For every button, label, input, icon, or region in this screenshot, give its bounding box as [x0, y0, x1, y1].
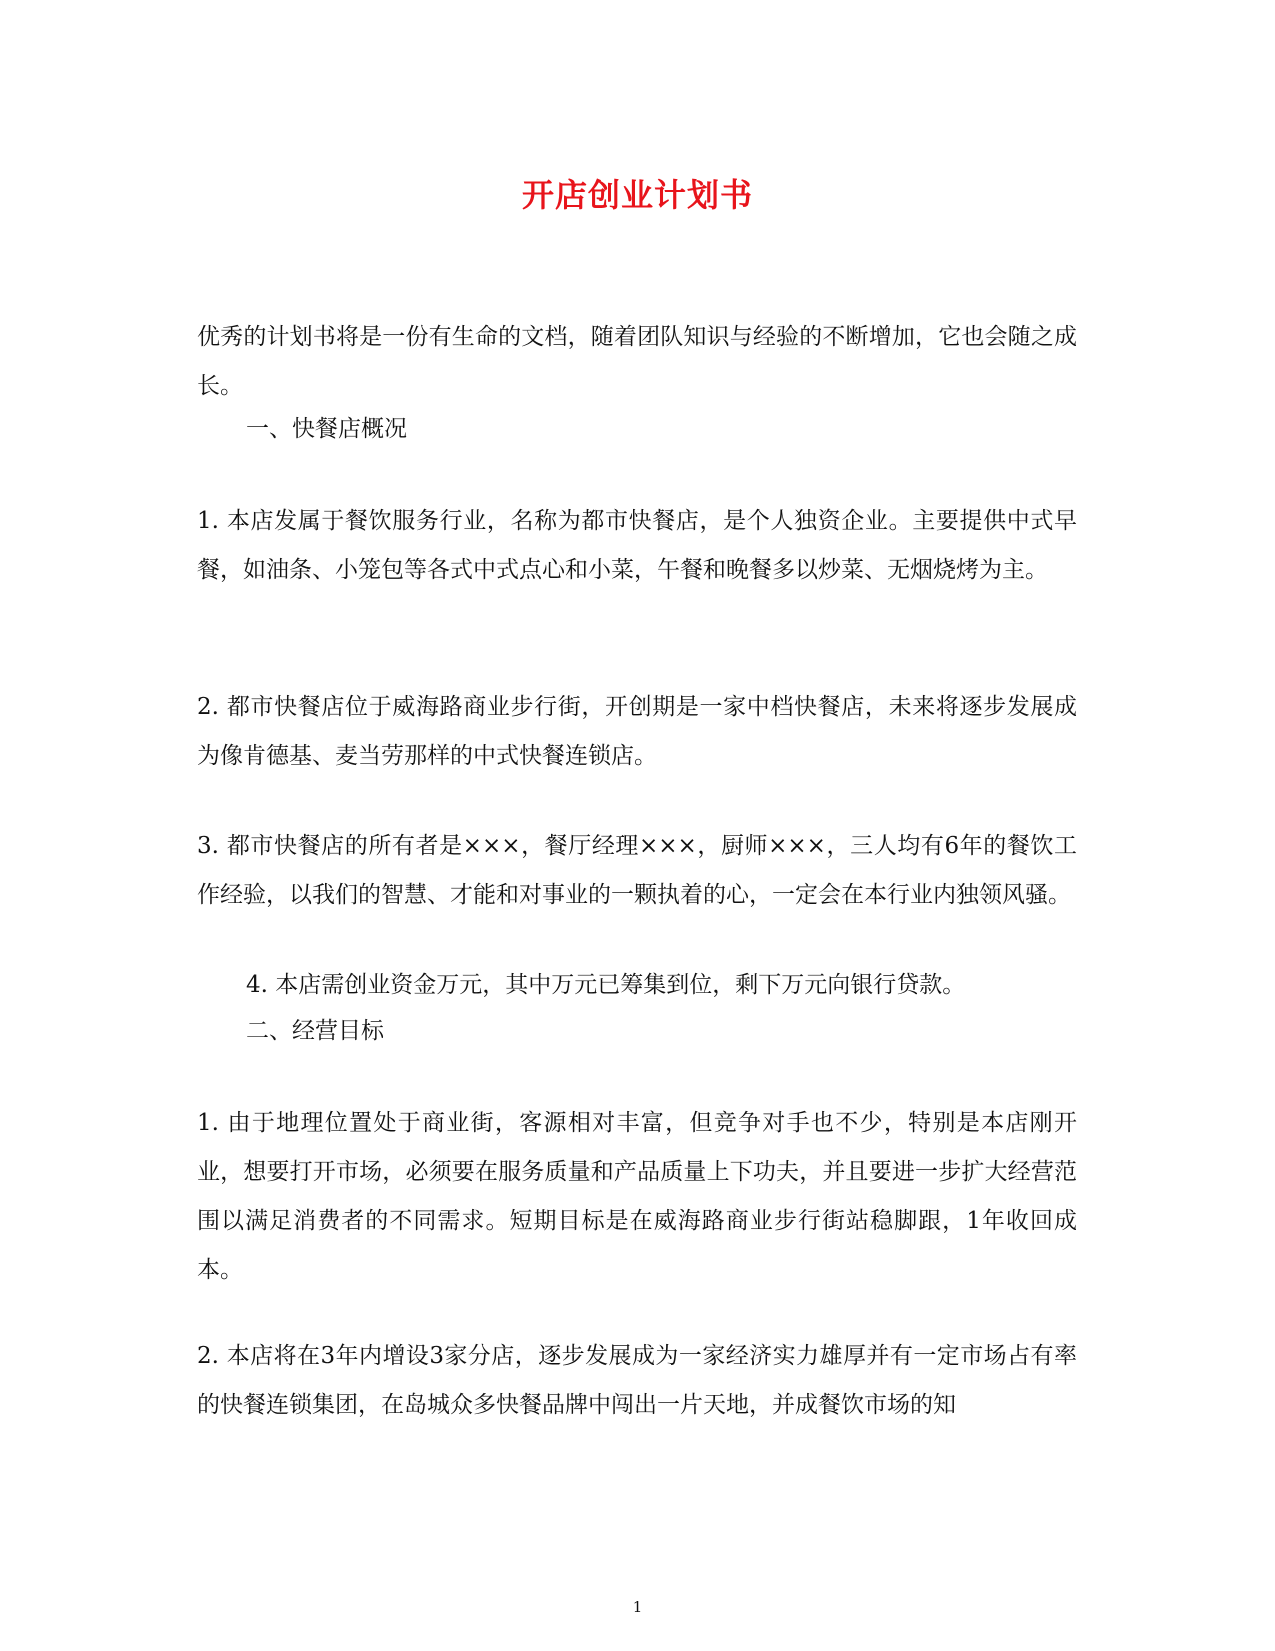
overview-item-1: 1. 本店发属于餐饮服务行业，名称为都市快餐店，是个人独资企业。主要提供中式早餐，如油条、小笼包等各式中式点心和小菜，午餐和晚餐多以炒菜、无烟烧烤为主。: [197, 508, 1077, 583]
goals-item-1: 1. 由于地理位置处于商业街，客源相对丰富，但竞争对手也不少，特别是本店刚开业，想要打开市场，必须要在服务质量和产品质量上下功夫，并且要进一步扩大经营范围以满足消费者的不同需求。短期目标是在威海路商业步行街站稳脚跟，1年收回成本。: [197, 1110, 1077, 1283]
overview-item-4: 4. 本店需创业资金万元，其中万元已筹集到位，剩下万元向银行贷款。: [246, 972, 966, 998]
page-number: 1: [632, 1598, 643, 1616]
intro-paragraph: 优秀的计划书将是一份有生命的文档，随着团队知识与经验的不断增加，它也会随之成长。: [197, 324, 1077, 399]
overview-item-3: 3. 都市快餐店的所有者是×××，餐厅经理×××，厨师×××，三人均有6年的餐饮工作经验，以我们的智慧、才能和对事业的一颗执着的心，一定会在本行业内独领风骚。: [197, 833, 1077, 908]
goals-item-2: 2. 本店将在3年内增设3家分店，逐步发展成为一家经济实力雄厚并有一定市场占有率的快餐连锁集团，在岛城众多快餐品牌中闯出一片天地，并成餐饮市场的知: [197, 1343, 1077, 1418]
section-heading-goals: 二、经营目标: [246, 1018, 384, 1044]
document-title: 开店创业计划书: [521, 176, 753, 214]
overview-item-2: 2. 都市快餐店位于威海路商业步行街，开创期是一家中档快餐店，未来将逐步发展成为像肯德基、麦当劳那样的中式快餐连锁店。: [197, 694, 1077, 769]
section-heading-overview: 一、快餐店概况: [246, 416, 407, 442]
